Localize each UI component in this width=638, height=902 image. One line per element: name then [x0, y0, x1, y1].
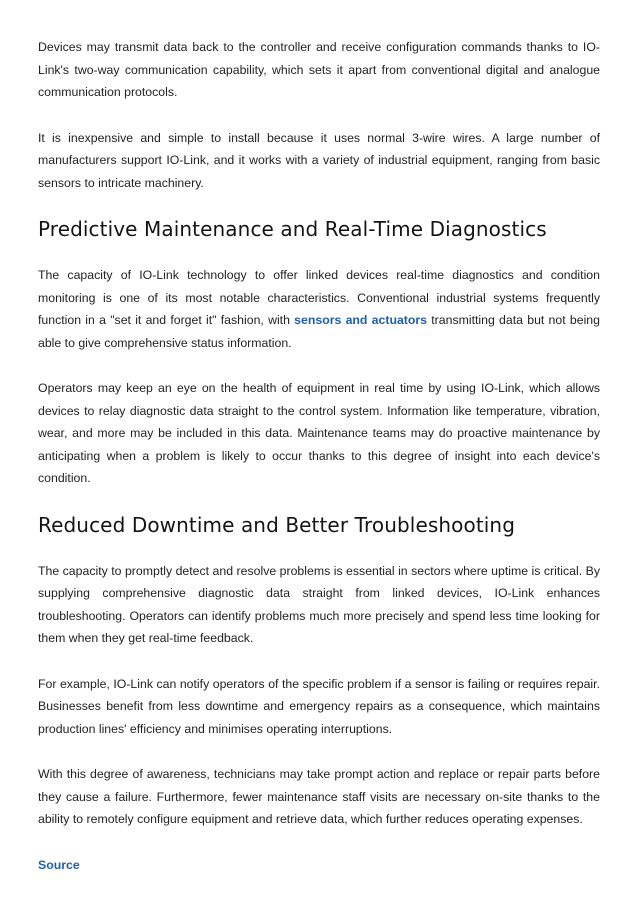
section2-paragraph-3: With this degree of awareness, technicians may take prompt action and replace or repair parts before they cause a failure. Furthermore, fewer maintenance staff visits are necessary on-site thanks to the ability to remotely configure equipment and retrieve data, which further reduces operating expenses. [38, 767, 600, 826]
intro-paragraph-1: Devices may transmit data back to the controller and receive configuration commands thanks to IO-Link's two-way communication capability, which sets it apart from conventional digital and analogue communication protocols. [38, 40, 600, 99]
spacer [38, 104, 600, 127]
source-link[interactable]: Source [38, 857, 80, 872]
section1-paragraph-1 [38, 264, 600, 354]
spacer [38, 490, 600, 512]
section-heading-predictive-maintenance: Predictive Maintenance and Real-Time Diagnostics [38, 217, 547, 241]
section1-paragraph-1-text-b: transmitting data but not being able to give comprehensive status information. [38, 313, 600, 350]
section2-paragraph-1: The capacity to promptly detect and resolve problems is essential in sectors where uptime is critical. By supplying comprehensive diagnostic data straight from linked devices, IO-Link enhances troubleshooting. Operators can identify problems much more precisely and spend less time looking for them when they get real-time feedback. [38, 563, 600, 645]
spacer [38, 740, 600, 763]
section1-paragraph-1-text-a: The capacity of IO-Link technology to offer linked devices real-time diagnostics and condition monitoring is one of its most notable characteristics. Conventional industrial systems frequently function in a "set it and forget it" fashion, with [38, 268, 600, 327]
intro-paragraph-2: It is inexpensive and simple to install because it uses normal 3-wire wires. A large number of manufacturers support IO-Link, and it works with a variety of industrial equipment, ranging from basic sensors to intricate machinery. [38, 130, 600, 190]
spacer [38, 650, 600, 673]
section1-paragraph-2: Operators may keep an eye on the health of equipment in real time by using IO-Link, which allows devices to relay diagnostic data straight to the control system. Information like temperature, vibration, wear, and more may be included in this data. Maintenance teams may do proactive maintenance by anticipating when a problem is likely to occur thanks to this degree of insight into each device's condition. [38, 381, 600, 485]
source-line [38, 854, 600, 877]
section-heading-reduced-downtime: Reduced Downtime and Better Troubleshooting [38, 512, 515, 537]
sensors-and-actuators-link[interactable]: sensors and actuators [294, 313, 428, 327]
spacer [38, 831, 600, 854]
spacer [38, 194, 600, 216]
spacer [38, 354, 600, 377]
spacer [38, 538, 600, 560]
section2-paragraph-2: For example, IO-Link can notify operators of the specific problem if a sensor is failing or requires repair. Businesses benefit from less downtime and emergency repairs as a consequence, which maintains production lines' efficiency and minimises operating interruptions. [38, 676, 600, 736]
spacer [38, 242, 600, 264]
